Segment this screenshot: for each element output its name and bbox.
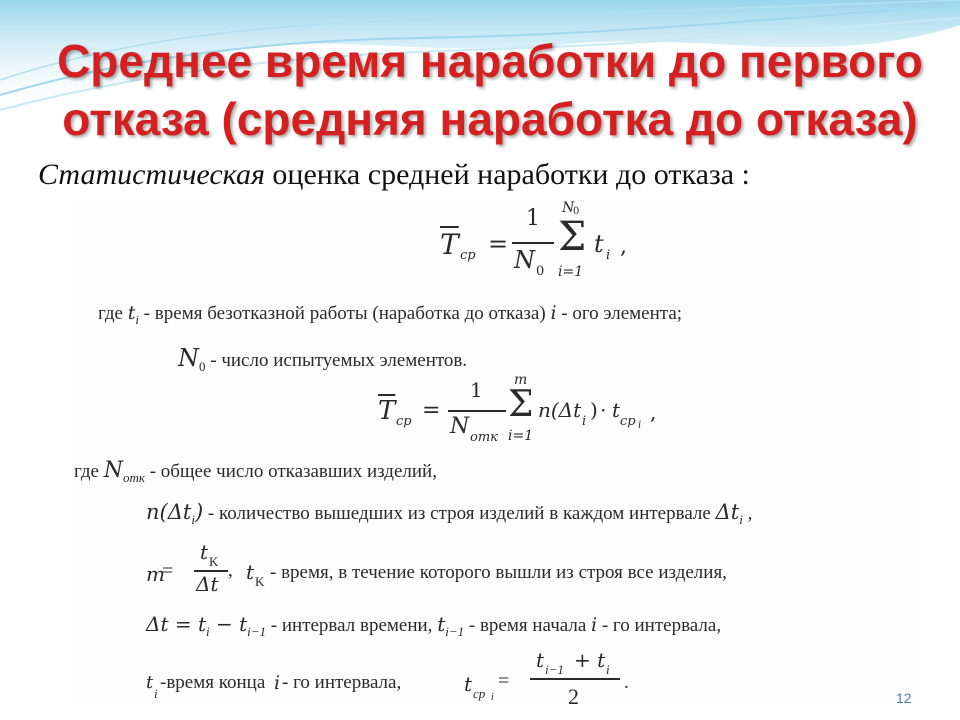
line2-var-sub: 0 — [199, 359, 206, 374]
line1-var-sub: i — [135, 312, 139, 327]
line6-minus: − t — [209, 612, 248, 636]
formula1-num: 1 — [526, 206, 540, 231]
line5-text: - время, в течение которого вышли из строя все изделия, — [270, 562, 727, 583]
formula1-term: t — [594, 230, 604, 258]
line3-var-sub: отк — [122, 470, 145, 485]
line1-var: t — [127, 302, 136, 324]
formula2-term-close: ) — [590, 398, 598, 422]
line2-text: - число испытуемых элементов. — [205, 350, 468, 371]
line7-var3-sub: cp — [473, 686, 486, 701]
line6-var2: t — [437, 612, 446, 636]
subtitle-italic: Статистическая — [38, 158, 265, 191]
formula1-sum-top: N — [562, 200, 575, 216]
line7-var3: t — [464, 672, 473, 696]
formula1-lhs: $\overline{T}$ — [440, 228, 459, 261]
line4-var-close: ) — [194, 500, 204, 524]
line1-prefix: где — [98, 303, 128, 324]
formula2-tail: , — [650, 400, 657, 424]
line5-comma: , — [228, 560, 233, 581]
line5-var: m — [146, 562, 165, 586]
formula1-den-sub: 0 — [536, 264, 545, 279]
formula1-bar — [512, 242, 554, 244]
formula2-den-sub: отк — [470, 430, 498, 445]
line4-var-sub: i — [191, 512, 195, 527]
formula-mean-time-intervals — [378, 372, 678, 458]
line7-text: -время конца — [160, 672, 266, 693]
definition-t-end — [146, 648, 666, 716]
line6-var3: i — [591, 614, 598, 636]
line5-num-sub: K — [209, 554, 219, 569]
formula2-term2-subsub: i — [638, 420, 642, 431]
formula2-den: N — [450, 414, 470, 439]
line7-plus: + t — [574, 648, 606, 672]
formula1-lhs-sub: cp — [460, 248, 476, 263]
formula1-sum-bottom: i=1 — [558, 264, 584, 280]
line4-var2-sub: i — [739, 512, 743, 527]
formula2-bar — [448, 410, 506, 412]
formula1-tail: , — [620, 234, 627, 259]
line7-tail: . — [624, 672, 629, 693]
formula1-eq: = — [488, 230, 509, 258]
page-number: 12 — [896, 690, 912, 706]
formula2-lhs: $\overline{T}$ — [378, 396, 396, 426]
formula1-term-sub: i — [606, 248, 611, 263]
formula2-term: n(Δt — [538, 398, 582, 422]
definition-t-i — [98, 302, 682, 328]
line6-lhs: Δt = t — [146, 612, 206, 636]
line5-eq: = — [162, 560, 174, 582]
formula2-num: 1 — [470, 378, 483, 402]
line7-den: 2 — [568, 684, 579, 709]
line6-text2: - время начала — [464, 615, 592, 636]
line7-var-sub: i — [154, 686, 158, 701]
definition-m — [146, 540, 846, 600]
line6-lhs-sub: i — [206, 624, 210, 639]
line7-plus-sub: i — [606, 662, 610, 677]
formula-mean-time — [440, 200, 660, 286]
line4-text: - количество вышедших из строя изделий в каждом интервале — [203, 503, 716, 524]
line7-var2: i — [274, 672, 281, 694]
line7-num-sub: i−1 — [545, 662, 564, 677]
definition-n-otk — [74, 458, 437, 486]
line6-text3: - го интервала, — [597, 615, 722, 636]
line6-var2-sub: i−1 — [445, 624, 465, 639]
line5-var2: t — [246, 560, 255, 584]
formula2-dot: · — [600, 398, 607, 422]
line5-num: t — [200, 540, 209, 564]
line7-var3-subsub: i — [491, 692, 494, 703]
formula1-sigma: Σ — [558, 214, 587, 260]
formula2-eq: = — [422, 398, 441, 423]
line7-bar — [530, 678, 620, 680]
line7-var: t — [146, 672, 154, 693]
line7-eq: = — [498, 670, 510, 692]
line6-minus-sub: i−1 — [247, 624, 267, 639]
formula2-sum-bottom: i=1 — [508, 428, 534, 444]
definition-delta-t — [146, 612, 721, 640]
line3-prefix: где — [74, 461, 104, 482]
line5-den: Δt — [196, 572, 219, 596]
formula1-den: N — [514, 246, 535, 274]
line6-text: - интервал времени, — [266, 615, 438, 636]
formula2-lhs-sub: cp — [396, 414, 412, 429]
formula1-sum-top-sub: 0 — [573, 206, 580, 217]
formula2-sigma: Σ — [508, 384, 534, 425]
formula2-term2: t — [612, 398, 621, 422]
slide-title: Среднее время наработки до первого отказа (средняя наработка до отказа) — [57, 35, 923, 145]
line1-text2: - ого элемента; — [556, 303, 683, 324]
subtitle — [38, 158, 938, 192]
definition-n0 — [178, 344, 467, 375]
subtitle-rest: оценка средней наработки до отказа : — [264, 158, 750, 191]
line4-var2: Δt — [715, 500, 740, 524]
line1-text: - время безотказной работы (наработка до отказа) — [138, 303, 551, 324]
line2-var: N — [178, 344, 199, 372]
formula2-term-sub: i — [582, 414, 587, 429]
definition-n-delta-t — [146, 500, 752, 528]
line3-var: N — [103, 458, 123, 483]
line1-var2: i — [550, 302, 557, 324]
line4-tail: , — [742, 503, 753, 524]
formula2-sum-top: m — [514, 372, 528, 388]
line3-text: - общее число отказавших изделий, — [144, 461, 437, 482]
line7-num: t — [536, 648, 545, 672]
line4-var: n(Δt — [146, 500, 192, 524]
formula2-term2-sub: cp — [620, 414, 636, 429]
line7-text2: - го интервала, — [282, 672, 402, 693]
line5-var2-sub: K — [255, 574, 265, 589]
